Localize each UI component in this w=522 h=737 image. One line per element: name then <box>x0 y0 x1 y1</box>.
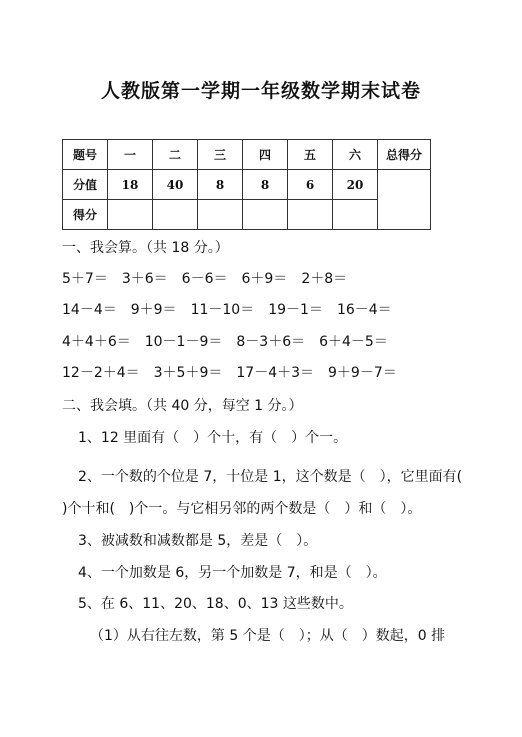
table-header-row <box>63 140 431 170</box>
question-1: 1、12 里面有（ ）个十，有（ ）个一。 <box>78 430 348 446</box>
question-2: 2、一个数的个位是 7，十位是 1，这个数是（ ），它里面有( <box>78 469 463 485</box>
value-cell: 18 <box>108 170 153 200</box>
value-cell: 20 <box>333 170 378 200</box>
question-5-part-1: （1）从右往左数，第 5 个是（ ）；从（ ）数起，0 排 <box>90 628 446 644</box>
header-cell: 题号 <box>63 140 108 170</box>
value-cell: 8 <box>243 170 288 200</box>
header-cell: 六 <box>333 140 378 170</box>
score-cell[interactable] <box>198 200 243 230</box>
math-problem: 5＋7＝ <box>62 271 108 287</box>
math-problem: 19－1＝ <box>268 302 323 318</box>
question-4: 4、一个加数是 6，另一个加数是 7，和是（ ）。 <box>78 565 387 581</box>
score-cell[interactable] <box>108 200 153 230</box>
math-problem: 6－6＝ <box>181 271 228 287</box>
header-cell: 三 <box>198 140 243 170</box>
math-problem: 10－1－9＝ <box>144 334 223 350</box>
math-problem: 9＋9＝ <box>130 302 177 318</box>
score-table <box>62 139 431 230</box>
row-label: 得分 <box>63 200 108 230</box>
math-problem: 14－4＝ <box>62 302 117 318</box>
math-problem: 4＋4＋6＝ <box>62 334 131 350</box>
score-cell[interactable] <box>333 200 378 230</box>
page-title: 人教版第一学期一年级数学期末试卷 <box>100 80 421 102</box>
score-cell[interactable] <box>288 200 333 230</box>
value-cell: 8 <box>198 170 243 200</box>
math-problem: 16－4＝ <box>336 302 392 318</box>
score-cell[interactable] <box>153 200 198 230</box>
header-cell: 二 <box>153 140 198 170</box>
math-row <box>62 299 392 319</box>
question-2-continued: )个十和( )个一。与它相另邻的两个数是（ ）和（ ）。 <box>62 501 422 517</box>
header-cell: 四 <box>243 140 288 170</box>
math-row <box>62 362 397 382</box>
section1-heading: 一、我会算。（共 18 分。） <box>62 240 229 256</box>
value-cell: 6 <box>288 170 333 200</box>
math-row <box>62 331 388 351</box>
math-problem: 6＋9＝ <box>241 271 288 287</box>
total-score-cell[interactable] <box>378 170 431 230</box>
math-problem: 3＋6＝ <box>121 271 168 287</box>
row-label: 分值 <box>63 170 108 200</box>
math-problem: 11－10＝ <box>190 302 255 318</box>
question-5: 5、在 6、11、20、18、0、13 这些数中。 <box>78 596 353 612</box>
question-3: 3、被减数和减数都是 5，差是（ ）。 <box>78 533 318 549</box>
value-cell: 40 <box>153 170 198 200</box>
header-cell: 五 <box>288 140 333 170</box>
math-problem: 8－3＋6＝ <box>236 334 306 350</box>
math-row <box>62 268 347 288</box>
math-problem: 12－2＋4＝ <box>62 365 140 381</box>
header-cell: 总得分 <box>378 140 431 170</box>
math-problem: 3＋5＋9＝ <box>153 365 223 381</box>
value-row <box>63 170 431 200</box>
math-problem: 17－4＋3＝ <box>236 365 315 381</box>
score-row <box>63 200 431 230</box>
math-problem: 9＋9－7＝ <box>328 365 397 381</box>
section2-heading: 二、我会填。（共 40 分，每空 1 分。） <box>62 398 303 414</box>
header-cell: 一 <box>108 140 153 170</box>
math-problem: 6＋4－5＝ <box>319 334 388 350</box>
math-problem: 2＋8＝ <box>301 271 348 287</box>
score-cell[interactable] <box>243 200 288 230</box>
